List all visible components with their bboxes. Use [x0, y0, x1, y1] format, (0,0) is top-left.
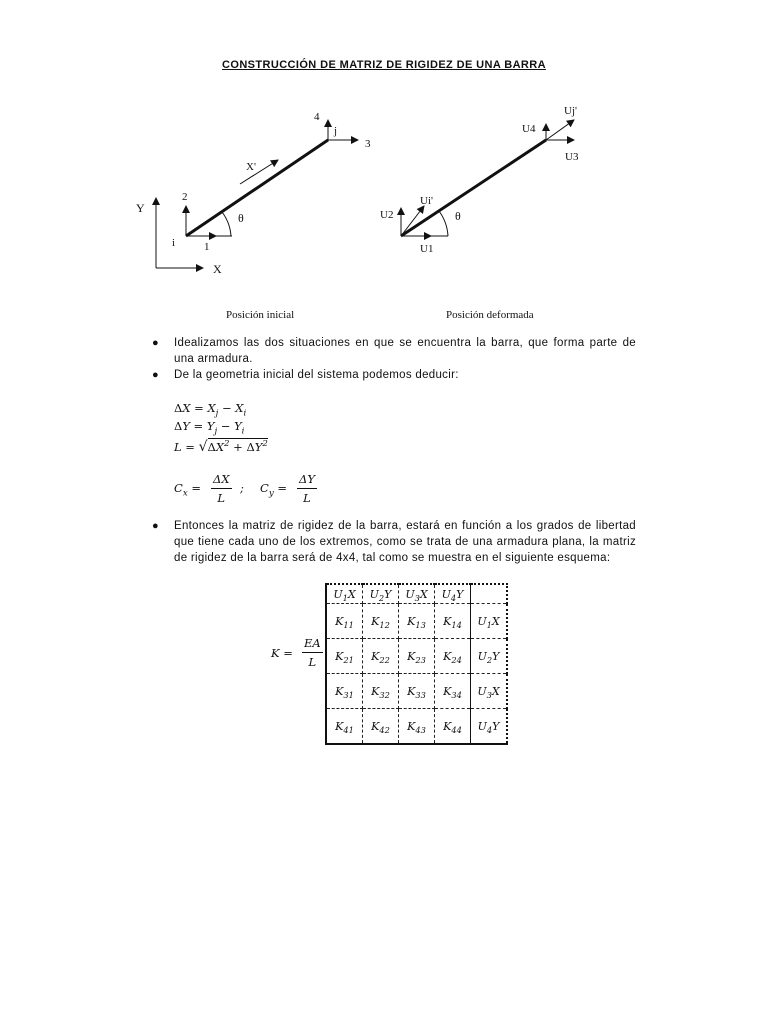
matrix-row [326, 639, 507, 674]
col-header: $U_2Y$ [363, 584, 399, 604]
matrix-row [326, 604, 507, 639]
matrix-cell: $K_{24}$ [435, 639, 471, 674]
bar-deformed [401, 140, 546, 236]
bullet-marker: ● [152, 520, 159, 532]
matrix-row [326, 709, 507, 745]
matrix-row [326, 674, 507, 709]
uj-prime-arrow [546, 120, 574, 140]
matrix-cell: $K_{14}$ [435, 604, 471, 639]
matrix-lhs: K = [271, 646, 293, 660]
col-header: $U_3X$ [399, 584, 435, 604]
ui-prime-label: Ui' [420, 195, 433, 207]
angle-label-left: θ [238, 211, 244, 225]
matrix-cell: $K_{32}$ [363, 674, 399, 709]
matrix-header-row [326, 584, 507, 604]
matrix-cell: $K_{21}$ [326, 639, 363, 674]
equation-length: $L = √\Delta X^2 + \Delta Y^2$ [174, 439, 268, 455]
bullet-marker: ● [152, 337, 159, 349]
uj-prime-label: Uj' [564, 105, 577, 117]
matrix-factor [302, 636, 323, 669]
matrix-cell: $K_{12}$ [363, 604, 399, 639]
matrix-cell: $K_{13}$ [399, 604, 435, 639]
matrix-cell: $K_{41}$ [326, 709, 363, 745]
matrix-cell: $K_{31}$ [326, 674, 363, 709]
matrix-cell: $K_{22}$ [363, 639, 399, 674]
col-header: $U_4Y$ [435, 584, 471, 604]
row-label: $U_1X$ [471, 604, 508, 639]
dof-3-label: 3 [365, 138, 371, 150]
matrix-cell: $K_{11}$ [326, 604, 363, 639]
angle-arc-left [222, 212, 231, 236]
row-label: $U_4Y$ [471, 709, 508, 745]
equation-cx-frac: $\frac{\Delta X}{L}$ [213, 472, 230, 505]
bullet-text-3: Entonces la matriz de rigidez de la barra, estará en función a los grados de libertad que tiene cada uno de los extremos, como se trata de una armadura plana, la matriz de rigidez de la barra será de 4x4, tal como se muestra en el siguiente esquema: [174, 520, 636, 564]
u2-label: U2 [380, 209, 394, 221]
equation-delta-y: $\Delta Y = Y_j - Y_i$ [174, 419, 245, 437]
x-axis-label: X [213, 262, 222, 276]
matrix-cell: $K_{34}$ [435, 674, 471, 709]
y-axis-label: Y [136, 201, 145, 215]
ui-prime-arrow [401, 206, 424, 236]
matrix-factor-num: EA [302, 636, 323, 653]
dof-4-label: 4 [314, 111, 320, 123]
u3-label: U3 [565, 151, 579, 163]
equation-cy-frac: $\frac{\Delta Y}{L}$ [299, 472, 315, 505]
angle-arc-right [439, 211, 448, 236]
matrix-cell: $K_{23}$ [399, 639, 435, 674]
u4-label: U4 [522, 123, 536, 135]
bar-initial [186, 140, 328, 236]
equation-delta-x: $\Delta X = X_j - X_i$ [174, 401, 247, 419]
truss-bar-diagram [128, 88, 608, 328]
node-i-label: i [172, 237, 176, 249]
caption-deformed: Posición deformada [446, 309, 534, 321]
dof-2-label: 2 [182, 191, 188, 203]
matrix-cell: $K_{42}$ [363, 709, 399, 745]
local-axis-label: X' [246, 161, 256, 173]
matrix-cell: $K_{33}$ [399, 674, 435, 709]
caption-initial: Posición inicial [226, 309, 295, 321]
row-label: $U_3X$ [471, 674, 508, 709]
u1-label: U1 [420, 243, 434, 255]
matrix-cell: $K_{44}$ [435, 709, 471, 745]
page-title: CONSTRUCCIÓN DE MATRIZ DE RIGIDEZ DE UNA BARRA [222, 59, 546, 71]
stiffness-matrix [325, 583, 508, 745]
equation-separator: ; [240, 481, 244, 495]
bullet-text-2: De la geometria inicial del sistema podemos deducir: [174, 369, 459, 381]
bullet-text-1: Idealizamos las dos situaciones en que se encuentra la barra, que forma parte de una armadura. [174, 337, 636, 365]
equation-cx-lhs: $C_x$ = [174, 481, 201, 499]
corner-cell [471, 584, 508, 604]
node-j-label: j [334, 125, 338, 137]
matrix-factor-den: L [308, 655, 317, 669]
angle-label-right: θ [455, 209, 461, 223]
row-label: $U_2Y$ [471, 639, 508, 674]
col-header: $U_1X$ [326, 584, 363, 604]
dof-1-label: 1 [204, 241, 210, 253]
bullet-marker: ● [152, 369, 159, 381]
equation-cy-lhs: $C_y$ = [260, 481, 287, 499]
matrix-cell: $K_{43}$ [399, 709, 435, 745]
